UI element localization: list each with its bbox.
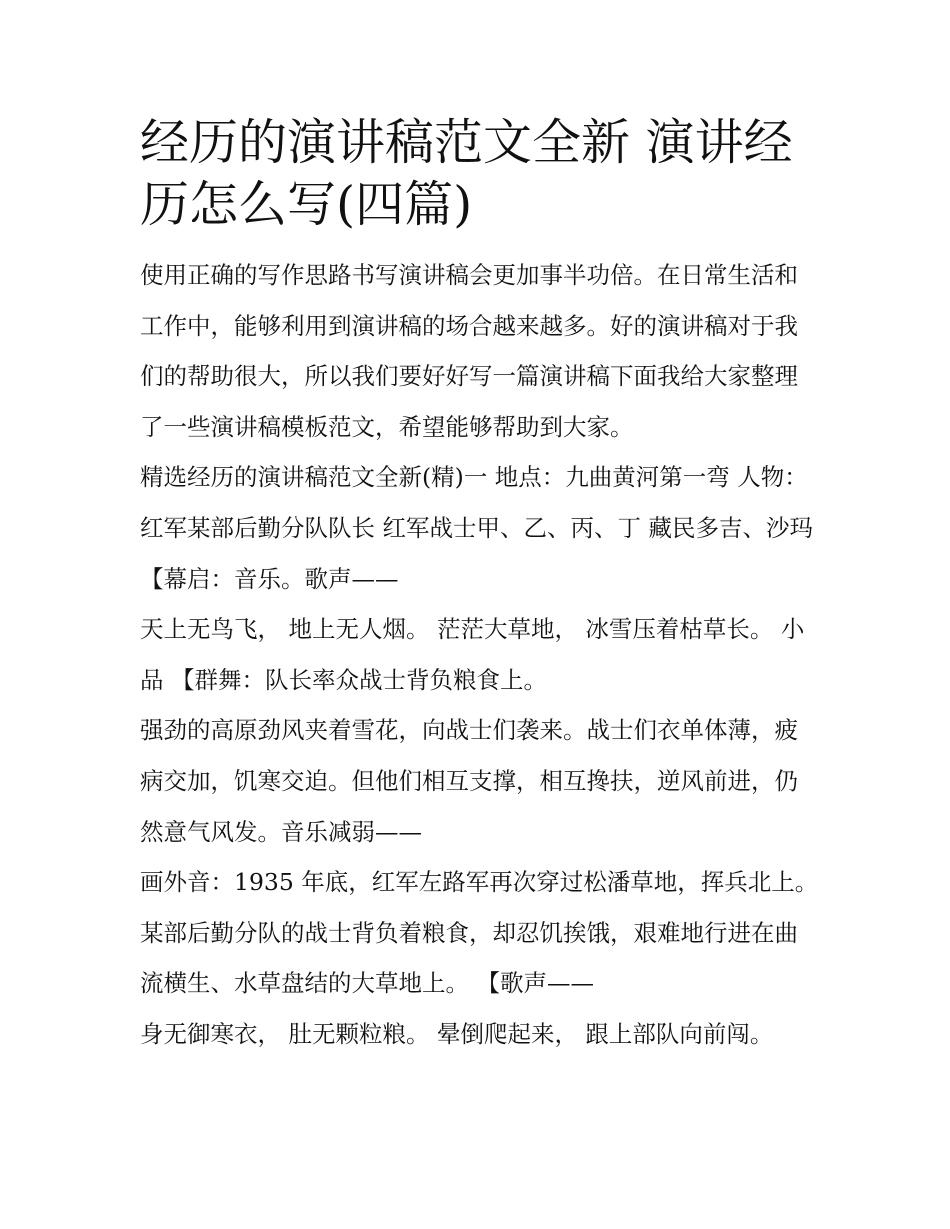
paragraph-setting: 精选经历的演讲稿范文全新(精)一 地点：九曲黄河第一弯 人物：红军某部后勤分队队长 红军战士甲、乙、丙、丁 藏民多吉、沙玛 【幕启：音乐。歌声—— (140, 463, 813, 593)
paragraph-scene: 强劲的高原劲风夹着雪花，向战士们袭来。战士们衣单体薄，疲病交加，饥寒交迫。但他们相互支撑，相互搀扶，逆风前进，仍然意气风发。音乐减弱—— (140, 716, 798, 846)
paragraph-voiceover: 画外音：1935 年底，红军左路军再次穿过松潘草地，挥兵北上。某部后勤分队的战士背负着粮食，却忍饥挨饿，艰难地行进在曲流横生、水草盘结的大草地上。 【歌声—— (140, 868, 819, 998)
document-title: 经历的演讲稿范文全新 演讲经历怎么写(四篇) (140, 114, 793, 233)
document-page (140, 112, 820, 1060)
paragraph-song-1: 天上无鸟飞， 地上无人烟。 茫茫大草地， 冰雪压着枯草长。 小品 【群舞：队长率众战士背负粮食上。 (140, 615, 805, 694)
paragraph-intro: 使用正确的写作思路书写演讲稿会更加事半功倍。在日常生活和工作中，能够利用到演讲稿的场合越来越多。好的演讲稿对于我们的帮助很大，所以我们要好好写一篇演讲稿下面我给大家整理了一些演讲稿模板范文，希望能够帮助到大家。 (140, 261, 798, 441)
paragraph-song-2: 身无御寒衣， 肚无颗粒粮。 晕倒爬起来， 跟上部队向前闯。 (140, 1019, 774, 1048)
